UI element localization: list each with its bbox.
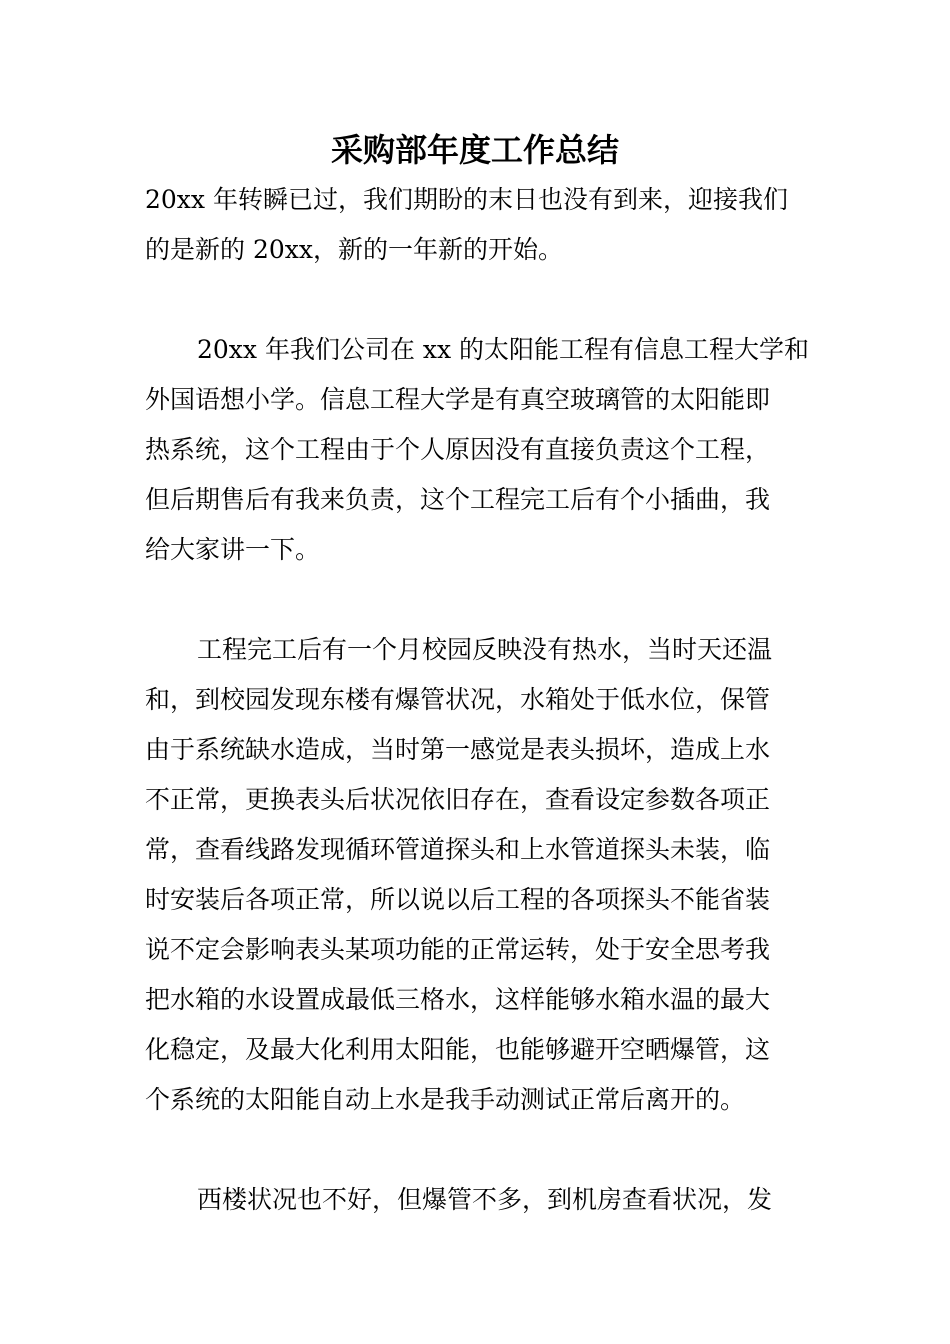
text-line: 说不定会影响表头某项功能的正常运转，处于安全思考我	[145, 935, 771, 964]
text-line: 和，到校园发现东楼有爆管状况，水箱处于低水位，保管	[145, 685, 771, 714]
text-line: 化稳定，及最大化利用太阳能，也能够避开空晒爆管，这	[145, 1035, 771, 1064]
text-line: 由于系统缺水造成，当时第一感觉是表头损坏，造成上水	[145, 735, 771, 764]
text-line: 常，查看线路发现循环管道探头和上水管道探头未装，临	[145, 835, 771, 864]
text-line: 20xx 年转瞬已过，我们期盼的末日也没有到来，迎接我们	[145, 185, 788, 214]
text-line: 工程完工后有一个月校园反映没有热水，当时天还温	[197, 635, 773, 664]
text-line: 个系统的太阳能自动上水是我手动测试正常后离开的。	[145, 1085, 746, 1114]
document-title: 采购部年度工作总结	[330, 131, 619, 169]
text-line: 外国语想小学。信息工程大学是有真空玻璃管的太阳能即	[145, 385, 771, 414]
paragraph-3	[145, 625, 811, 1125]
paragraph-spacer	[145, 275, 811, 325]
text-line: 给大家讲一下。	[145, 535, 321, 564]
text-line: 不正常，更换表头后状况依旧存在，查看设定参数各项正	[145, 785, 771, 814]
paragraph-spacer	[145, 575, 811, 625]
text-line: 的是新的 20xx，新的一年新的开始。	[145, 235, 563, 264]
paragraph-1	[145, 175, 811, 275]
text-line: 西楼状况也不好，但爆管不多，到机房查看状况，发	[197, 1185, 773, 1214]
paragraph-spacer	[145, 1125, 811, 1175]
text-line: 时安装后各项正常，所以说以后工程的各项探头不能省装	[145, 885, 771, 914]
paragraph-4	[145, 1175, 811, 1225]
text-line: 把水箱的水设置成最低三格水，这样能够水箱水温的最大	[145, 985, 771, 1014]
text-line: 热系统，这个工程由于个人原因没有直接负责这个工程，	[145, 435, 771, 464]
text-line: 20xx 年我们公司在 xx 的太阳能工程有信息工程大学和	[197, 335, 810, 364]
text-line: 但后期售后有我来负责，这个工程完工后有个小插曲，我	[145, 485, 771, 514]
document-body	[145, 175, 811, 1225]
paragraph-2	[145, 325, 811, 575]
